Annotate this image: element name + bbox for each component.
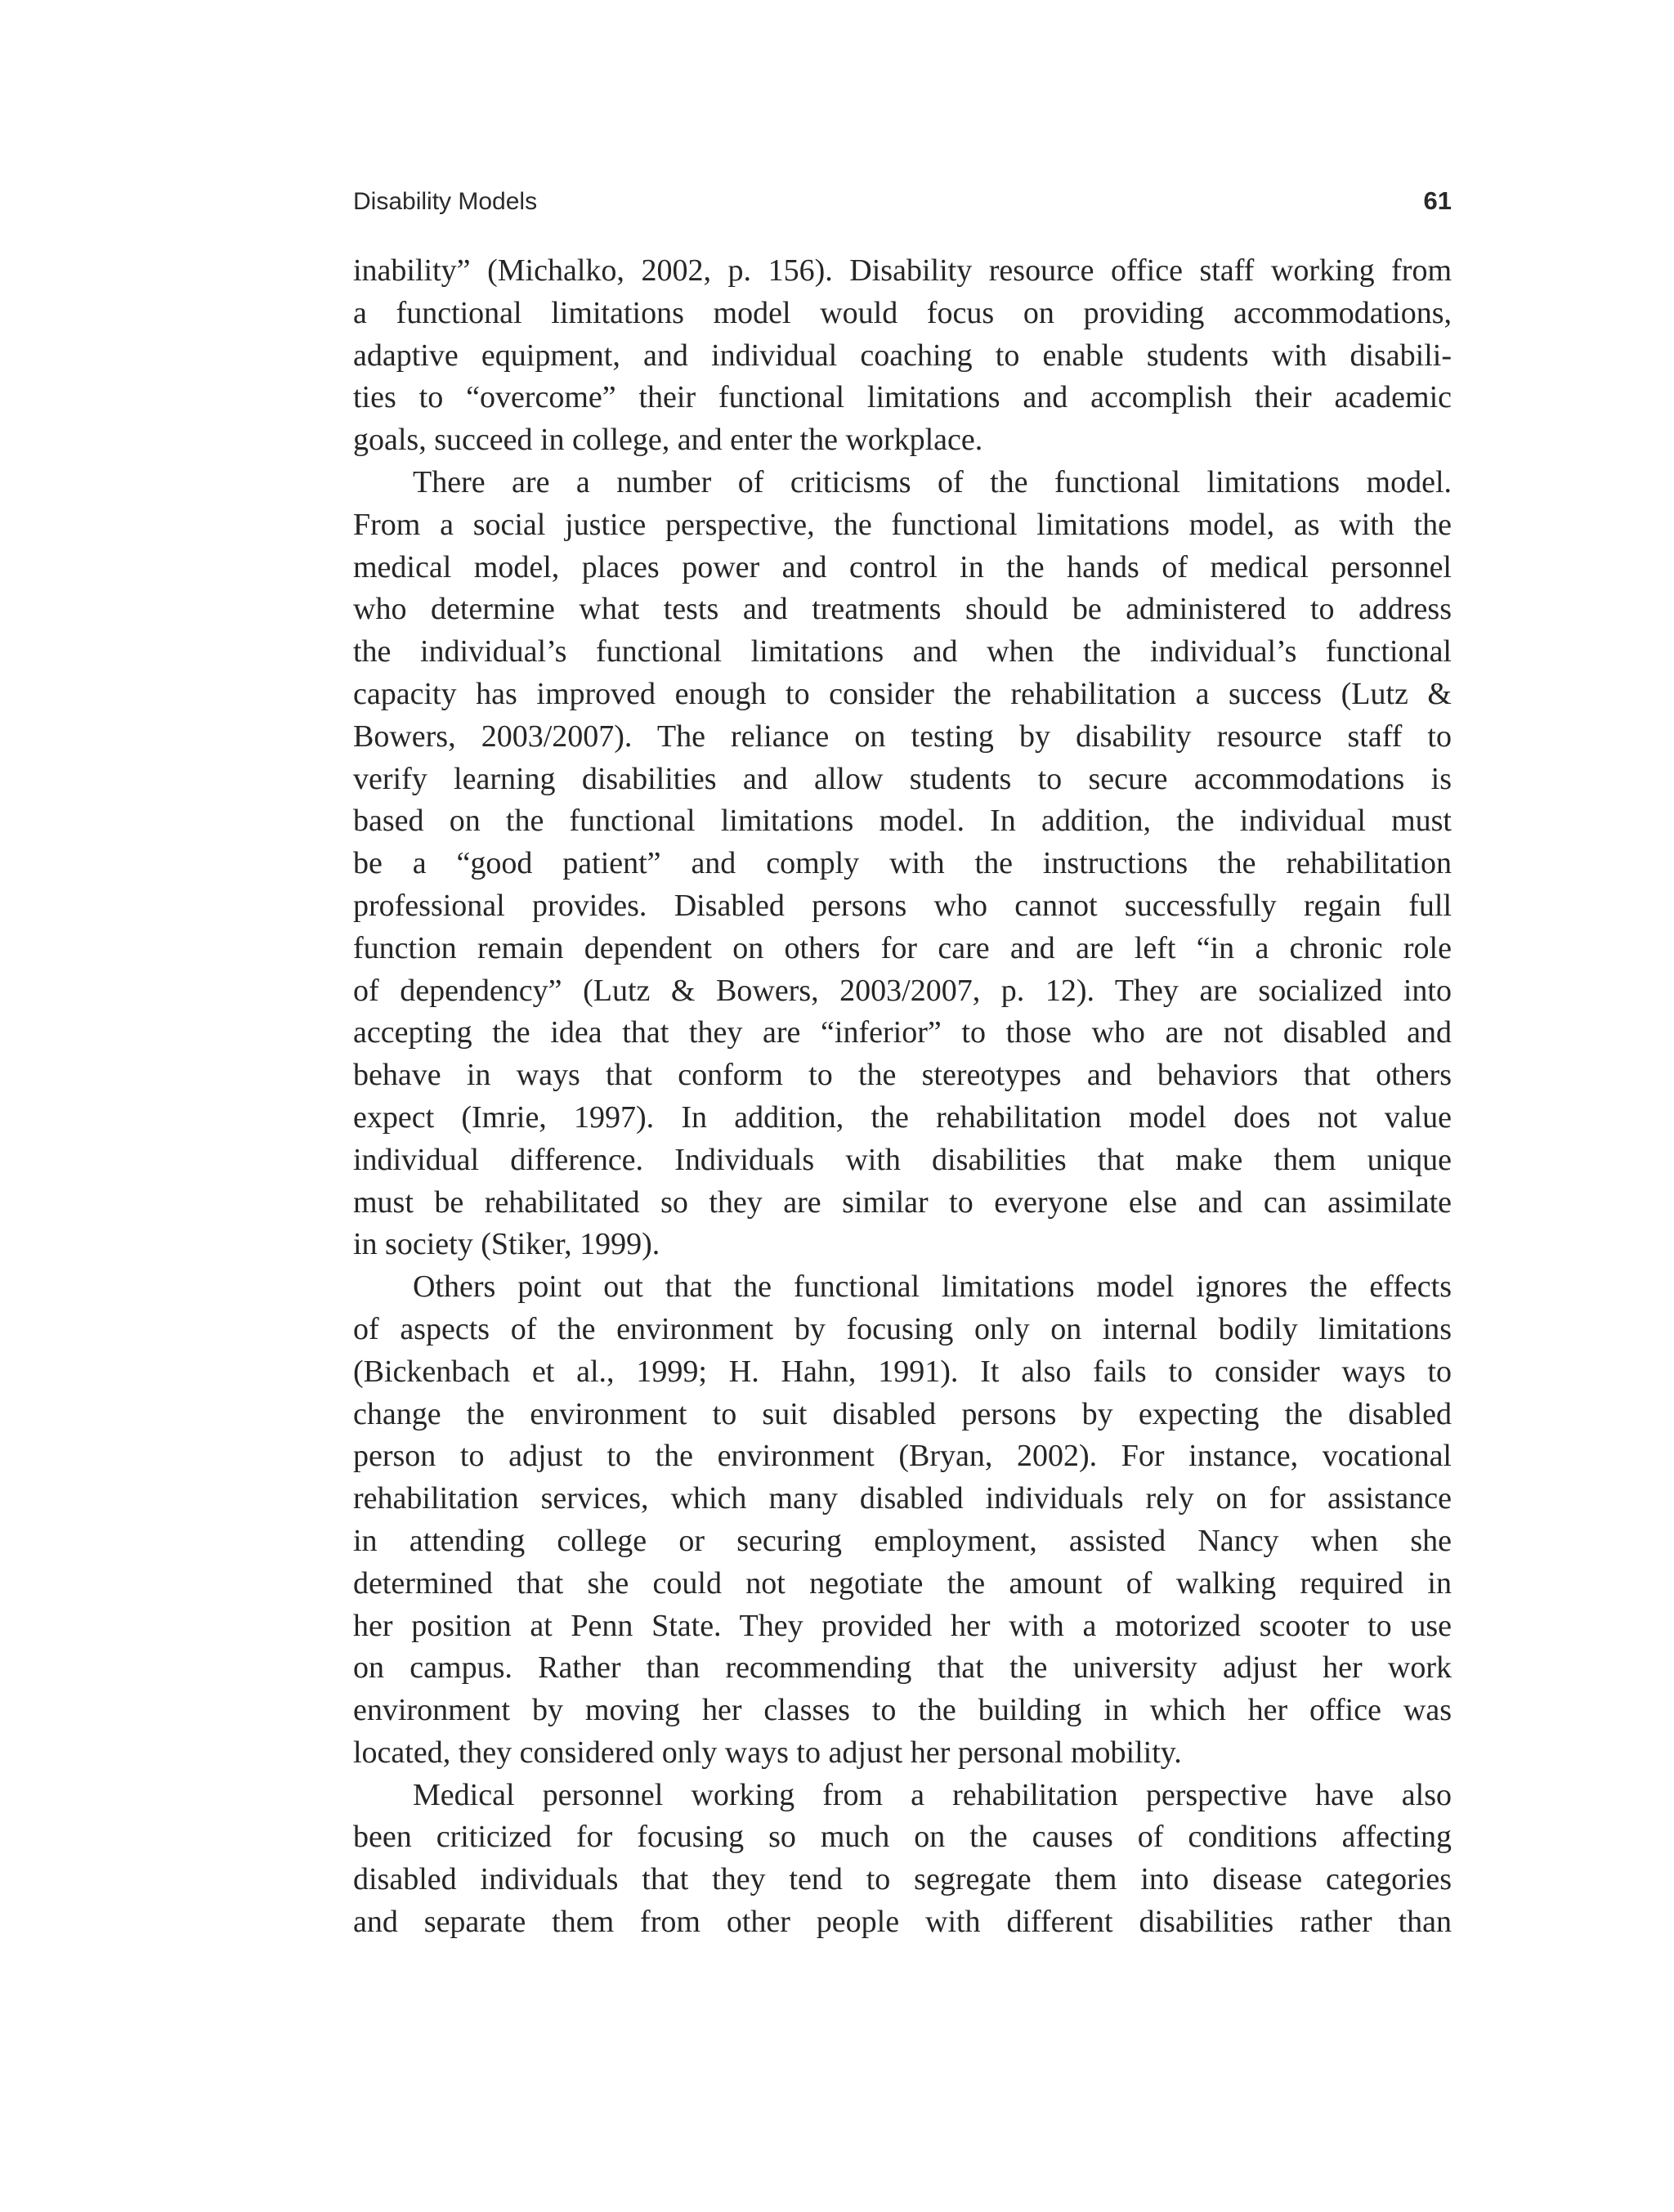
text-line: based on the functional limitations model. In addition, the individual must [353,804,1452,839]
text-line: in society (Stiker, 1999). [353,1227,660,1262]
text-line: There are a number of criticisms of the functional limitations model. [413,464,1452,499]
text-line: (Bickenbach et al., 1999; H. Hahn, 1991). It also fails to consider ways to [353,1354,1452,1389]
text-line: behave in ways that conform to the stereotypes and behaviors that others [353,1058,1452,1093]
text-line: must be rehabilitated so they are similar to everyone else and can assimilate [353,1184,1452,1220]
page-number: 61 [1423,186,1452,215]
running-title: Disability Models [353,188,538,215]
text-line: determined that she could not negotiate the amount of walking required in [353,1565,1452,1601]
text-line: medical model, places power and control in the hands of medical personnel [353,549,1452,584]
text-line: Medical personnel working from a rehabilitation perspective have also [413,1777,1452,1812]
text-line: change the environment to suit disabled persons by expecting the disabled [353,1396,1452,1431]
text-line: adaptive equipment, and individual coaching to enable students with disabili- [353,338,1452,373]
text-line: been criticized for focusing so much on the causes of conditions affecting [353,1820,1452,1855]
text-line: individual difference. Individuals with disabilities that make them unique [353,1142,1452,1177]
text-line: accepting the idea that they are “inferior” to those who are not disabled and [353,1015,1452,1050]
text-line: person to adjust to the environment (Bryan, 2002). For instance, vocational [353,1439,1452,1474]
text-line: professional provides. Disabled persons who cannot successfully regain full [353,888,1452,923]
text-line: located, they considered only ways to adjust her personal mobility. [353,1735,1182,1770]
running-head [353,175,1452,216]
text-line: function remain dependent on others for care and are left “in a chronic role [353,930,1452,965]
text-line: inability” (Michalko, 2002, p. 156). Disability resource office staff working from [353,253,1452,288]
text-line: From a social justice perspective, the functional limitations model, as with the [353,507,1452,542]
paragraph [353,1775,1452,1944]
text-line: of dependency” (Lutz & Bowers, 2003/2007, p. 12). They are socialized into [353,973,1452,1008]
text-line: on campus. Rather than recommending that the university adjust her work [353,1650,1452,1686]
text-line: ties to “overcome” their functional limitations and accomplish their academic [353,380,1452,415]
text-line: verify learning disabilities and allow students to secure accommodations is [353,761,1452,796]
text-line: and separate them from other people with different disabilities rather than [353,1905,1452,1940]
paragraph [353,462,1452,1266]
text-line: the individual’s functional limitations and when the individual’s functional [353,634,1452,669]
text-line: who determine what tests and treatments should be administered to address [353,592,1452,627]
text-line: goals, succeed in college, and enter the workplace. [353,423,983,458]
text-line: her position at Penn State. They provided her with a motorized scooter to use [353,1608,1452,1643]
text-line: expect (Imrie, 1997). In addition, the rehabilitation model does not value [353,1099,1452,1135]
paragraph [353,250,1452,462]
text-line: in attending college or securing employment, assisted Nancy when she [353,1523,1452,1558]
text-line: capacity has improved enough to consider the rehabilitation a success (Lutz & [353,676,1452,711]
text-line: be a “good patient” and comply with the instructions the rehabilitation [353,846,1452,881]
body-text [353,250,1452,1944]
text-line: Bowers, 2003/2007). The reliance on testing by disability resource staff to [353,719,1452,754]
text-line: disabled individuals that they tend to segregate them into disease categories [353,1862,1452,1897]
text-line: environment by moving her classes to the building in which her office was [353,1693,1452,1728]
text-line: Others point out that the functional limitations model ignores the effects [413,1269,1452,1305]
text-line: a functional limitations model would focus on providing accommodations, [353,295,1452,330]
text-line: rehabilitation services, which many disabled individuals rely on for assistance [353,1481,1452,1516]
text-line: of aspects of the environment by focusing only on internal bodily limitations [353,1311,1452,1346]
paragraph [353,1266,1452,1775]
